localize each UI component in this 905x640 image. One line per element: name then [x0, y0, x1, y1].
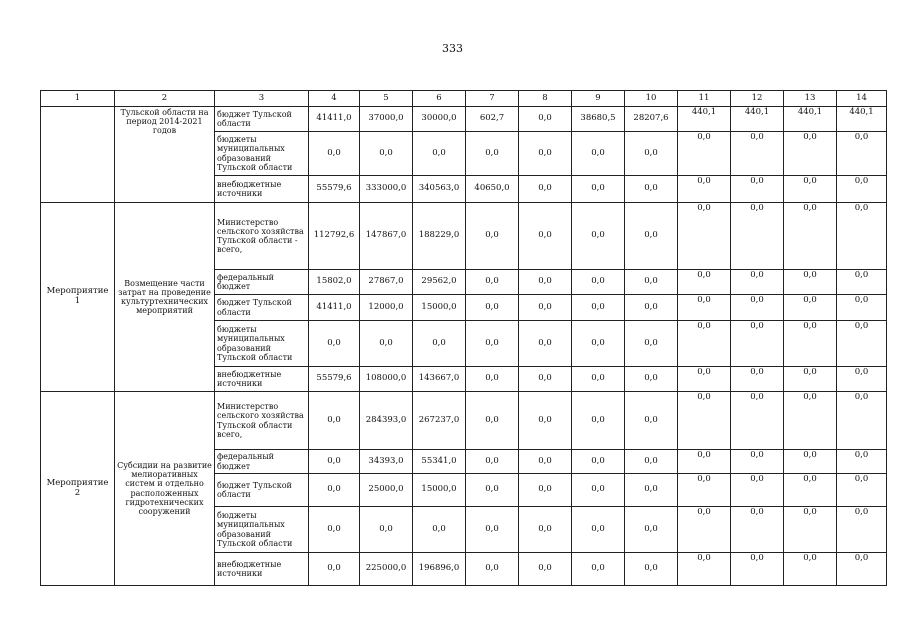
- amount-cell-col-8: 0,0: [519, 450, 572, 474]
- amount-cell-col-9: 0,0: [572, 132, 625, 176]
- amount-cell-col-4: 0,0: [309, 321, 360, 367]
- amount-cell-col-9: 0,0: [572, 553, 625, 586]
- amount-cell-col-4: 55579,6: [309, 367, 360, 392]
- amount-cell-col-12: 0,0: [731, 474, 784, 507]
- event-description-cell: Возмещение части затрат на проведение культуртехнических мероприятий: [115, 203, 215, 392]
- amount-cell-col-4: 0,0: [309, 450, 360, 474]
- event-name-cell: Мероприятие 2: [41, 392, 115, 586]
- amount-cell-col-11: 0,0: [678, 392, 731, 450]
- table-row: [41, 392, 887, 450]
- funding-source-cell: бюджет Тульской области: [215, 107, 309, 132]
- column-header-7: 7: [466, 91, 519, 107]
- amount-cell-col-8: 0,0: [519, 132, 572, 176]
- amount-cell-col-7: 0,0: [466, 474, 519, 507]
- amount-cell-col-7: 0,0: [466, 507, 519, 553]
- amount-cell-col-9: 0,0: [572, 295, 625, 321]
- amount-cell-col-6: 0,0: [413, 507, 466, 553]
- amount-cell-col-5: 147867,0: [360, 203, 413, 270]
- amount-cell-col-14: 0,0: [837, 321, 887, 367]
- amount-cell-col-9: 0,0: [572, 392, 625, 450]
- page-number: 333: [442, 42, 463, 55]
- amount-cell-col-13: 0,0: [784, 176, 837, 203]
- amount-cell-col-11: 0,0: [678, 270, 731, 295]
- amount-cell-col-6: 143667,0: [413, 367, 466, 392]
- amount-cell-col-10: 0,0: [625, 367, 678, 392]
- amount-cell-col-13: 0,0: [784, 553, 837, 586]
- amount-cell-col-13: 0,0: [784, 507, 837, 553]
- funding-source-cell: внебюджетные источники: [215, 176, 309, 203]
- amount-cell-col-12: 0,0: [731, 203, 784, 270]
- amount-cell-col-12: 0,0: [731, 295, 784, 321]
- column-header-8: 8: [519, 91, 572, 107]
- amount-cell-col-5: 37000,0: [360, 107, 413, 132]
- amount-cell-col-14: 0,0: [837, 367, 887, 392]
- funding-source-cell: бюджет Тульской области: [215, 295, 309, 321]
- amount-cell-col-4: 0,0: [309, 132, 360, 176]
- amount-cell-col-9: 0,0: [572, 367, 625, 392]
- amount-cell-col-14: 0,0: [837, 270, 887, 295]
- amount-cell-col-8: 0,0: [519, 474, 572, 507]
- amount-cell-col-8: 0,0: [519, 295, 572, 321]
- amount-cell-col-12: 0,0: [731, 321, 784, 367]
- amount-cell-col-13: 0,0: [784, 203, 837, 270]
- amount-cell-col-8: 0,0: [519, 367, 572, 392]
- amount-cell-col-9: 0,0: [572, 203, 625, 270]
- amount-cell-col-13: 0,0: [784, 132, 837, 176]
- amount-cell-col-5: 34393,0: [360, 450, 413, 474]
- amount-cell-col-7: 0,0: [466, 132, 519, 176]
- amount-cell-col-12: 0,0: [731, 367, 784, 392]
- amount-cell-col-5: 225000,0: [360, 553, 413, 586]
- amount-cell-col-8: 0,0: [519, 176, 572, 203]
- amount-cell-col-10: 0,0: [625, 270, 678, 295]
- column-header-1: 1: [41, 91, 115, 107]
- event-name-cell: Мероприятие 1: [41, 203, 115, 392]
- amount-cell-col-4: 0,0: [309, 507, 360, 553]
- amount-cell-col-4: 0,0: [309, 474, 360, 507]
- amount-cell-col-8: 0,0: [519, 270, 572, 295]
- amount-cell-col-13: 440,1: [784, 107, 837, 132]
- amount-cell-col-9: 0,0: [572, 450, 625, 474]
- amount-cell-col-9: 0,0: [572, 321, 625, 367]
- amount-cell-col-9: 38680,5: [572, 107, 625, 132]
- amount-cell-col-7: 0,0: [466, 295, 519, 321]
- funding-source-cell: внебюджетные источники: [215, 367, 309, 392]
- amount-cell-col-8: 0,0: [519, 203, 572, 270]
- amount-cell-col-10: 0,0: [625, 392, 678, 450]
- amount-cell-col-5: 333000,0: [360, 176, 413, 203]
- amount-cell-col-14: 440,1: [837, 107, 887, 132]
- funding-source-cell: внебюджетные источники: [215, 553, 309, 586]
- column-header-9: 9: [572, 91, 625, 107]
- amount-cell-col-6: 15000,0: [413, 474, 466, 507]
- amount-cell-col-11: 0,0: [678, 295, 731, 321]
- amount-cell-col-4: 15802,0: [309, 270, 360, 295]
- funding-source-cell: бюджет Тульской области: [215, 474, 309, 507]
- amount-cell-col-10: 0,0: [625, 474, 678, 507]
- amount-cell-col-7: 0,0: [466, 392, 519, 450]
- column-header-5: 5: [360, 91, 413, 107]
- funding-source-cell: федеральный бюджет: [215, 270, 309, 295]
- amount-cell-col-14: 0,0: [837, 553, 887, 586]
- amount-cell-col-14: 0,0: [837, 295, 887, 321]
- amount-cell-col-14: 0,0: [837, 132, 887, 176]
- amount-cell-col-11: 0,0: [678, 450, 731, 474]
- amount-cell-col-13: 0,0: [784, 450, 837, 474]
- amount-cell-col-13: 0,0: [784, 474, 837, 507]
- amount-cell-col-4: 0,0: [309, 392, 360, 450]
- funding-source-cell: федеральный бюджет: [215, 450, 309, 474]
- amount-cell-col-11: 0,0: [678, 474, 731, 507]
- column-header-3: 3: [215, 91, 309, 107]
- amount-cell-col-5: 108000,0: [360, 367, 413, 392]
- amount-cell-col-6: 0,0: [413, 132, 466, 176]
- budget-table: [40, 90, 887, 586]
- amount-cell-col-4: 112792,6: [309, 203, 360, 270]
- amount-cell-col-13: 0,0: [784, 321, 837, 367]
- table-row: [41, 107, 887, 132]
- column-header-11: 11: [678, 91, 731, 107]
- amount-cell-col-7: 0,0: [466, 367, 519, 392]
- amount-cell-col-8: 0,0: [519, 392, 572, 450]
- amount-cell-col-4: 41411,0: [309, 107, 360, 132]
- table-body: [41, 91, 887, 586]
- amount-cell-col-11: 0,0: [678, 176, 731, 203]
- column-header-10: 10: [625, 91, 678, 107]
- funding-source-cell: Министерство сельского хозяйства Тульской области - всего,: [215, 203, 309, 270]
- event-name-cell: [41, 107, 115, 203]
- amount-cell-col-14: 0,0: [837, 450, 887, 474]
- amount-cell-col-6: 340563,0: [413, 176, 466, 203]
- amount-cell-col-7: 0,0: [466, 450, 519, 474]
- amount-cell-col-10: 0,0: [625, 450, 678, 474]
- amount-cell-col-12: 0,0: [731, 270, 784, 295]
- amount-cell-col-5: 0,0: [360, 132, 413, 176]
- amount-cell-col-5: 0,0: [360, 321, 413, 367]
- amount-cell-col-12: 0,0: [731, 392, 784, 450]
- amount-cell-col-5: 12000,0: [360, 295, 413, 321]
- amount-cell-col-4: 0,0: [309, 553, 360, 586]
- amount-cell-col-10: 0,0: [625, 553, 678, 586]
- amount-cell-col-8: 0,0: [519, 553, 572, 586]
- table-row: [41, 203, 887, 270]
- amount-cell-col-6: 0,0: [413, 321, 466, 367]
- amount-cell-col-6: 29562,0: [413, 270, 466, 295]
- amount-cell-col-7: 40650,0: [466, 176, 519, 203]
- event-description-cell: Субсидии на развитие мелиоративных систем и отдельно расположенных гидротехнических сооружений: [115, 392, 215, 586]
- funding-source-cell: Министерство сельского хозяйства Тульской области всего,: [215, 392, 309, 450]
- column-header-13: 13: [784, 91, 837, 107]
- amount-cell-col-14: 0,0: [837, 392, 887, 450]
- amount-cell-col-4: 55579,6: [309, 176, 360, 203]
- header-row: [41, 91, 887, 107]
- amount-cell-col-11: 0,0: [678, 507, 731, 553]
- amount-cell-col-12: 0,0: [731, 507, 784, 553]
- amount-cell-col-5: 284393,0: [360, 392, 413, 450]
- funding-source-cell: бюджеты муниципальных образований Тульской области: [215, 321, 309, 367]
- amount-cell-col-14: 0,0: [837, 176, 887, 203]
- amount-cell-col-11: 0,0: [678, 321, 731, 367]
- amount-cell-col-14: 0,0: [837, 474, 887, 507]
- amount-cell-col-10: 0,0: [625, 203, 678, 270]
- amount-cell-col-10: 28207,6: [625, 107, 678, 132]
- amount-cell-col-9: 0,0: [572, 270, 625, 295]
- amount-cell-col-13: 0,0: [784, 270, 837, 295]
- amount-cell-col-12: 440,1: [731, 107, 784, 132]
- amount-cell-col-6: 188229,0: [413, 203, 466, 270]
- amount-cell-col-6: 55341,0: [413, 450, 466, 474]
- amount-cell-col-10: 0,0: [625, 176, 678, 203]
- amount-cell-col-9: 0,0: [572, 176, 625, 203]
- amount-cell-col-11: 440,1: [678, 107, 731, 132]
- amount-cell-col-6: 30000,0: [413, 107, 466, 132]
- column-header-14: 14: [837, 91, 887, 107]
- funding-source-cell: бюджеты муниципальных образований Тульской области: [215, 507, 309, 553]
- amount-cell-col-8: 0,0: [519, 107, 572, 132]
- amount-cell-col-9: 0,0: [572, 474, 625, 507]
- amount-cell-col-6: 15000,0: [413, 295, 466, 321]
- amount-cell-col-11: 0,0: [678, 203, 731, 270]
- amount-cell-col-14: 0,0: [837, 203, 887, 270]
- amount-cell-col-13: 0,0: [784, 295, 837, 321]
- amount-cell-col-7: 0,0: [466, 553, 519, 586]
- amount-cell-col-4: 41411,0: [309, 295, 360, 321]
- amount-cell-col-8: 0,0: [519, 321, 572, 367]
- amount-cell-col-14: 0,0: [837, 507, 887, 553]
- amount-cell-col-11: 0,0: [678, 367, 731, 392]
- amount-cell-col-5: 0,0: [360, 507, 413, 553]
- amount-cell-col-10: 0,0: [625, 132, 678, 176]
- column-header-4: 4: [309, 91, 360, 107]
- amount-cell-col-12: 0,0: [731, 450, 784, 474]
- amount-cell-col-10: 0,0: [625, 295, 678, 321]
- amount-cell-col-11: 0,0: [678, 132, 731, 176]
- amount-cell-col-6: 267237,0: [413, 392, 466, 450]
- amount-cell-col-13: 0,0: [784, 367, 837, 392]
- amount-cell-col-7: 0,0: [466, 270, 519, 295]
- column-header-6: 6: [413, 91, 466, 107]
- amount-cell-col-12: 0,0: [731, 553, 784, 586]
- amount-cell-col-13: 0,0: [784, 392, 837, 450]
- amount-cell-col-6: 196896,0: [413, 553, 466, 586]
- amount-cell-col-10: 0,0: [625, 507, 678, 553]
- column-header-2: 2: [115, 91, 215, 107]
- amount-cell-col-12: 0,0: [731, 132, 784, 176]
- amount-cell-col-11: 0,0: [678, 553, 731, 586]
- amount-cell-col-7: 0,0: [466, 321, 519, 367]
- amount-cell-col-8: 0,0: [519, 507, 572, 553]
- amount-cell-col-5: 27867,0: [360, 270, 413, 295]
- amount-cell-col-7: 602,7: [466, 107, 519, 132]
- amount-cell-col-5: 25000,0: [360, 474, 413, 507]
- funding-source-cell: бюджеты муниципальных образований Тульской области: [215, 132, 309, 176]
- amount-cell-col-12: 0,0: [731, 176, 784, 203]
- column-header-12: 12: [731, 91, 784, 107]
- event-description-cell: Тульской области на период 2014-2021 годов: [115, 107, 215, 203]
- amount-cell-col-7: 0,0: [466, 203, 519, 270]
- amount-cell-col-10: 0,0: [625, 321, 678, 367]
- amount-cell-col-9: 0,0: [572, 507, 625, 553]
